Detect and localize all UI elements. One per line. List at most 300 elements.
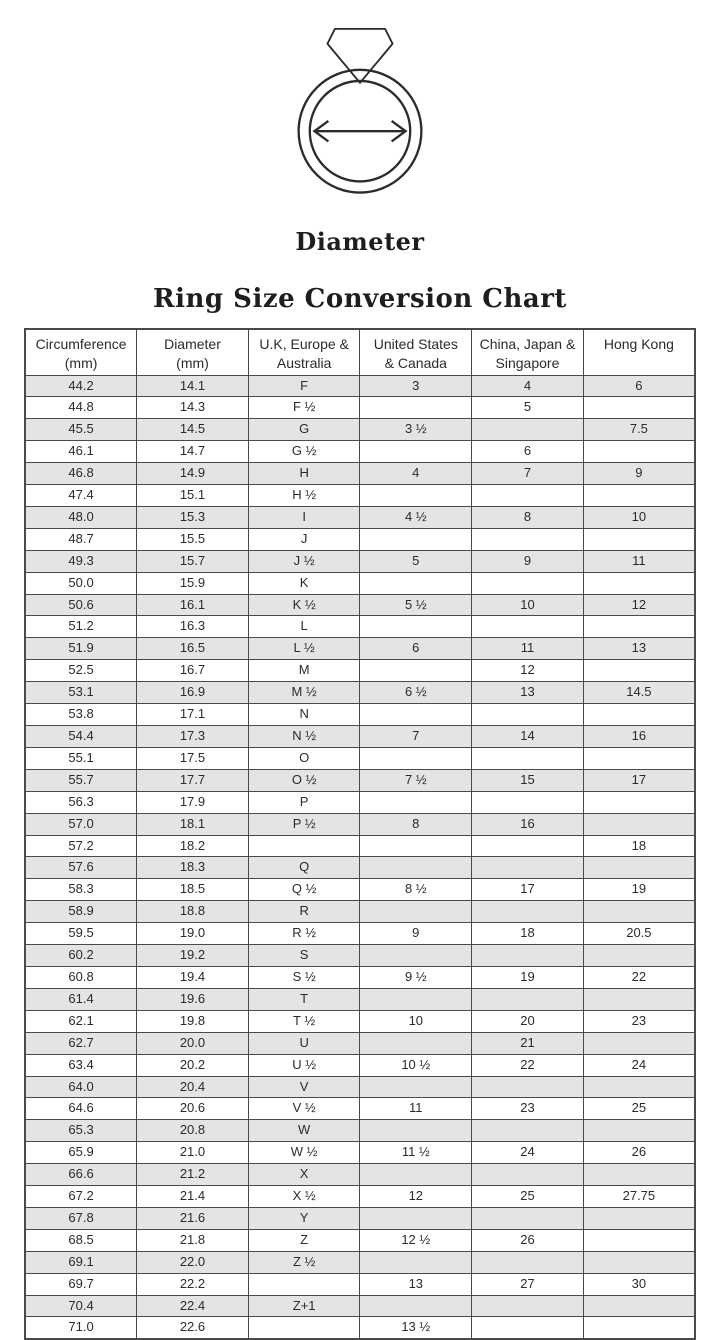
table-cell <box>583 1076 695 1098</box>
table-cell: 19 <box>472 966 584 988</box>
table-row <box>25 1054 695 1076</box>
table-cell: 46.8 <box>25 463 137 485</box>
table-cell: 21.4 <box>137 1186 249 1208</box>
table-cell <box>360 988 472 1010</box>
table-row <box>25 1229 695 1251</box>
table-cell: 63.4 <box>25 1054 137 1076</box>
table-cell: 14 <box>472 726 584 748</box>
ring-diagram <box>0 14 720 205</box>
table-cell: R ½ <box>248 923 360 945</box>
table-cell: 20 <box>472 1010 584 1032</box>
column-header-hong-kong <box>583 329 695 375</box>
table-cell <box>360 1164 472 1186</box>
table-cell: 16.1 <box>137 594 249 616</box>
column-header-diameter <box>137 329 249 375</box>
table-cell <box>472 572 584 594</box>
table-cell: 13 <box>472 682 584 704</box>
table-cell: 44.8 <box>25 397 137 419</box>
table-cell: 24 <box>583 1054 695 1076</box>
table-row <box>25 1186 695 1208</box>
table-cell: 15.1 <box>137 485 249 507</box>
table-cell <box>583 791 695 813</box>
table-cell: 50.0 <box>25 572 137 594</box>
table-cell: 23 <box>472 1098 584 1120</box>
table-cell <box>472 1251 584 1273</box>
table-cell <box>583 1207 695 1229</box>
table-row <box>25 945 695 967</box>
table-cell: V ½ <box>248 1098 360 1120</box>
table-cell: 7 <box>360 726 472 748</box>
table-cell <box>583 1032 695 1054</box>
table-cell: 51.9 <box>25 638 137 660</box>
table-cell: 18.8 <box>137 901 249 923</box>
table-cell: 6 <box>583 375 695 397</box>
table-cell: 8 <box>472 506 584 528</box>
table-cell: 22.2 <box>137 1273 249 1295</box>
table-row <box>25 572 695 594</box>
table-cell <box>248 1317 360 1339</box>
table-cell: F ½ <box>248 397 360 419</box>
table-cell: 25 <box>583 1098 695 1120</box>
table-cell: L ½ <box>248 638 360 660</box>
table-cell <box>360 835 472 857</box>
table-cell: 16 <box>472 813 584 835</box>
table-row <box>25 726 695 748</box>
table-row <box>25 638 695 660</box>
table-row <box>25 660 695 682</box>
table-cell: 14.7 <box>137 441 249 463</box>
table-cell: X <box>248 1164 360 1186</box>
table-cell: N <box>248 704 360 726</box>
table-cell <box>583 528 695 550</box>
table-cell <box>472 857 584 879</box>
table-cell: 48.0 <box>25 506 137 528</box>
table-cell: 5 <box>472 397 584 419</box>
table-cell <box>583 572 695 594</box>
table-cell: 16.7 <box>137 660 249 682</box>
table-cell: W <box>248 1120 360 1142</box>
table-cell: 21.2 <box>137 1164 249 1186</box>
table-cell: 57.0 <box>25 813 137 835</box>
table-cell: W ½ <box>248 1142 360 1164</box>
table-cell: 7 ½ <box>360 769 472 791</box>
table-row <box>25 813 695 835</box>
table-cell: 4 <box>360 463 472 485</box>
table-cell: 69.1 <box>25 1251 137 1273</box>
table-row <box>25 1032 695 1054</box>
table-cell: 14.1 <box>137 375 249 397</box>
table-cell: P <box>248 791 360 813</box>
table-cell <box>472 1295 584 1317</box>
table-row <box>25 857 695 879</box>
table-cell: 17.1 <box>137 704 249 726</box>
table-cell: R <box>248 901 360 923</box>
table-cell: 50.6 <box>25 594 137 616</box>
table-cell: 8 <box>360 813 472 835</box>
table-cell: 11 <box>472 638 584 660</box>
table-cell: 66.6 <box>25 1164 137 1186</box>
table-cell: 18 <box>583 835 695 857</box>
table-cell: 53.8 <box>25 704 137 726</box>
table-cell: 14.5 <box>583 682 695 704</box>
table-cell: 3 ½ <box>360 419 472 441</box>
table-cell: J ½ <box>248 550 360 572</box>
table-cell: 48.7 <box>25 528 137 550</box>
column-header-label: (mm) <box>176 355 209 371</box>
table-row <box>25 550 695 572</box>
table-cell: M <box>248 660 360 682</box>
table-row <box>25 1098 695 1120</box>
table-cell: 14.3 <box>137 397 249 419</box>
table-row <box>25 528 695 550</box>
table-cell <box>472 901 584 923</box>
table-cell <box>583 813 695 835</box>
table-cell: 21 <box>472 1032 584 1054</box>
column-header-label: China, Japan & <box>479 336 576 352</box>
table-cell: 58.9 <box>25 901 137 923</box>
table-row <box>25 506 695 528</box>
table-row <box>25 1317 695 1339</box>
table-cell: 20.8 <box>137 1120 249 1142</box>
table-cell: I <box>248 506 360 528</box>
column-header-label: Hong Kong <box>603 336 674 352</box>
table-cell: 26 <box>472 1229 584 1251</box>
table-cell: 15 <box>472 769 584 791</box>
table-cell <box>583 901 695 923</box>
table-cell <box>583 1164 695 1186</box>
table-cell: 5 ½ <box>360 594 472 616</box>
table-row <box>25 397 695 419</box>
table-cell <box>583 616 695 638</box>
column-header-label: United States <box>373 336 458 352</box>
table-cell: 65.3 <box>25 1120 137 1142</box>
table-cell: 64.0 <box>25 1076 137 1098</box>
table-cell: Z <box>248 1229 360 1251</box>
table-cell <box>248 1273 360 1295</box>
table-row <box>25 1207 695 1229</box>
table-cell: U ½ <box>248 1054 360 1076</box>
table-cell: 16.9 <box>137 682 249 704</box>
table-cell: 22.0 <box>137 1251 249 1273</box>
table-cell <box>472 945 584 967</box>
table-cell <box>583 704 695 726</box>
table-cell: 20.6 <box>137 1098 249 1120</box>
table-header <box>25 329 695 375</box>
table-cell: 22 <box>472 1054 584 1076</box>
table-cell: 11 <box>583 550 695 572</box>
table-cell: Y <box>248 1207 360 1229</box>
table-cell <box>360 1120 472 1142</box>
table-cell <box>360 1207 472 1229</box>
table-row <box>25 1251 695 1273</box>
table-cell: 21.0 <box>137 1142 249 1164</box>
table-cell: 10 <box>360 1010 472 1032</box>
table-cell: 16 <box>583 726 695 748</box>
table-cell: V <box>248 1076 360 1098</box>
table-cell <box>472 419 584 441</box>
table-cell <box>360 791 472 813</box>
table-cell: 62.1 <box>25 1010 137 1032</box>
table-cell: 46.1 <box>25 441 137 463</box>
table-cell: 67.8 <box>25 1207 137 1229</box>
table-cell: 5 <box>360 550 472 572</box>
table-cell: 12 ½ <box>360 1229 472 1251</box>
table-row <box>25 1164 695 1186</box>
table-cell: 3 <box>360 375 472 397</box>
table-cell: S <box>248 945 360 967</box>
table-cell: Q ½ <box>248 879 360 901</box>
table-cell: 17.7 <box>137 769 249 791</box>
table-cell: 20.5 <box>583 923 695 945</box>
table-cell: 67.2 <box>25 1186 137 1208</box>
table-cell: 6 <box>472 441 584 463</box>
table-cell: 9 <box>472 550 584 572</box>
table-cell: 15.9 <box>137 572 249 594</box>
table-cell: 19.4 <box>137 966 249 988</box>
table-row <box>25 594 695 616</box>
table-cell <box>360 485 472 507</box>
column-header-label: (mm) <box>64 355 98 371</box>
table-cell: G ½ <box>248 441 360 463</box>
table-cell: 12 <box>583 594 695 616</box>
table-cell: 17 <box>583 769 695 791</box>
table-cell: 65.9 <box>25 1142 137 1164</box>
table-row <box>25 988 695 1010</box>
column-header-uk-europe-australia <box>248 329 360 375</box>
table-cell: Z+1 <box>248 1295 360 1317</box>
table-cell: 10 <box>472 594 584 616</box>
table-cell <box>583 988 695 1010</box>
column-header-label: Circumference <box>35 336 127 352</box>
table-cell: 17.9 <box>137 791 249 813</box>
table-cell: L <box>248 616 360 638</box>
table-cell: 60.8 <box>25 966 137 988</box>
table-cell: T ½ <box>248 1010 360 1032</box>
table-cell <box>360 901 472 923</box>
table-cell: 12 <box>472 660 584 682</box>
table-cell <box>360 616 472 638</box>
table-cell: 68.5 <box>25 1229 137 1251</box>
table-cell: 57.2 <box>25 835 137 857</box>
table-row <box>25 1120 695 1142</box>
table-cell: 14.5 <box>137 419 249 441</box>
table-cell: 22.4 <box>137 1295 249 1317</box>
table-row <box>25 1142 695 1164</box>
table-cell <box>583 441 695 463</box>
table-row <box>25 769 695 791</box>
table-cell <box>472 704 584 726</box>
table-cell: 19.0 <box>137 923 249 945</box>
table-cell: 22 <box>583 966 695 988</box>
column-header-label: U.K, Europe & <box>259 336 349 352</box>
table-cell: 16.5 <box>137 638 249 660</box>
table-cell: M ½ <box>248 682 360 704</box>
table-cell: 61.4 <box>25 988 137 1010</box>
table-cell <box>583 1295 695 1317</box>
table-cell: 52.5 <box>25 660 137 682</box>
table-cell: X ½ <box>248 1186 360 1208</box>
table-cell: J <box>248 528 360 550</box>
table-cell: 19.2 <box>137 945 249 967</box>
table-cell <box>583 1120 695 1142</box>
table-cell: H <box>248 463 360 485</box>
table-cell: 19.8 <box>137 1010 249 1032</box>
table-cell: 9 <box>360 923 472 945</box>
table-cell <box>472 747 584 769</box>
table-cell: 18.2 <box>137 835 249 857</box>
table-cell <box>360 441 472 463</box>
table-cell <box>360 1251 472 1273</box>
table-cell <box>472 835 584 857</box>
table-cell: 17 <box>472 879 584 901</box>
table-cell <box>583 747 695 769</box>
table-cell: 18.1 <box>137 813 249 835</box>
table-row <box>25 791 695 813</box>
table-cell: 18.3 <box>137 857 249 879</box>
table-cell: 14.9 <box>137 463 249 485</box>
table-cell <box>583 397 695 419</box>
table-cell <box>360 660 472 682</box>
column-header-circumference <box>25 329 137 375</box>
table-cell <box>583 485 695 507</box>
table-cell <box>472 791 584 813</box>
table-cell: 9 <box>583 463 695 485</box>
table-cell: 24 <box>472 1142 584 1164</box>
table-cell <box>360 747 472 769</box>
table-cell: 13 ½ <box>360 1317 472 1339</box>
table-cell: 56.3 <box>25 791 137 813</box>
table-cell: S ½ <box>248 966 360 988</box>
table-cell <box>360 1076 472 1098</box>
table-cell: 51.2 <box>25 616 137 638</box>
table-cell <box>360 572 472 594</box>
table-cell: P ½ <box>248 813 360 835</box>
table-cell <box>472 1207 584 1229</box>
table-cell: 64.6 <box>25 1098 137 1120</box>
table-cell <box>472 485 584 507</box>
table-cell: O ½ <box>248 769 360 791</box>
table-cell: 7.5 <box>583 419 695 441</box>
table-cell <box>472 988 584 1010</box>
table-cell: Q <box>248 857 360 879</box>
table-cell: 18.5 <box>137 879 249 901</box>
table-cell: K <box>248 572 360 594</box>
table-row <box>25 704 695 726</box>
table-cell: 21.8 <box>137 1229 249 1251</box>
table-row <box>25 747 695 769</box>
diameter-label: Diameter <box>295 227 425 256</box>
table-cell: 9 ½ <box>360 966 472 988</box>
table-cell: 6 ½ <box>360 682 472 704</box>
table-cell <box>360 528 472 550</box>
table-row <box>25 923 695 945</box>
table-cell: O <box>248 747 360 769</box>
table-cell: 18 <box>472 923 584 945</box>
conversion-table-body <box>25 375 695 1339</box>
table-cell <box>360 1032 472 1054</box>
table-cell: 4 ½ <box>360 506 472 528</box>
table-cell <box>472 1076 584 1098</box>
table-cell: 21.6 <box>137 1207 249 1229</box>
column-header-us-canada <box>360 329 472 375</box>
table-cell: N ½ <box>248 726 360 748</box>
table-row <box>25 1076 695 1098</box>
table-cell: 22.6 <box>137 1317 249 1339</box>
table-cell: 20.0 <box>137 1032 249 1054</box>
ring-with-diamond-icon <box>267 14 453 200</box>
table-cell: 20.2 <box>137 1054 249 1076</box>
table-cell: 15.7 <box>137 550 249 572</box>
table-cell <box>360 857 472 879</box>
table-cell: 30 <box>583 1273 695 1295</box>
table-cell: 59.5 <box>25 923 137 945</box>
table-cell: 13 <box>360 1273 472 1295</box>
table-cell: 17.3 <box>137 726 249 748</box>
table-cell: 53.1 <box>25 682 137 704</box>
table-cell: 60.2 <box>25 945 137 967</box>
table-row <box>25 879 695 901</box>
table-row <box>25 463 695 485</box>
table-cell <box>360 945 472 967</box>
table-cell: 11 <box>360 1098 472 1120</box>
table-cell: 20.4 <box>137 1076 249 1098</box>
table-cell: 70.4 <box>25 1295 137 1317</box>
table-header-row <box>25 329 695 375</box>
table-row <box>25 966 695 988</box>
table-cell <box>583 1251 695 1273</box>
table-cell: K ½ <box>248 594 360 616</box>
table-cell: G <box>248 419 360 441</box>
table-row <box>25 616 695 638</box>
table-row <box>25 441 695 463</box>
table-cell: 16.3 <box>137 616 249 638</box>
table-cell: 8 ½ <box>360 879 472 901</box>
table-cell <box>472 1120 584 1142</box>
table-cell: 49.3 <box>25 550 137 572</box>
table-cell: 58.3 <box>25 879 137 901</box>
table-cell: 7 <box>472 463 584 485</box>
table-cell: 19 <box>583 879 695 901</box>
table-cell: 27.75 <box>583 1186 695 1208</box>
table-cell: U <box>248 1032 360 1054</box>
table-cell: 17.5 <box>137 747 249 769</box>
table-cell: 44.2 <box>25 375 137 397</box>
table-cell: 10 <box>583 506 695 528</box>
table-cell: 26 <box>583 1142 695 1164</box>
table-cell: 23 <box>583 1010 695 1032</box>
column-header-label: Diameter <box>164 336 221 352</box>
table-cell: 55.7 <box>25 769 137 791</box>
column-header-label: & Canada <box>384 355 447 371</box>
table-cell: 12 <box>360 1186 472 1208</box>
table-row <box>25 1010 695 1032</box>
table-cell: 55.1 <box>25 747 137 769</box>
table-cell: 11 ½ <box>360 1142 472 1164</box>
table-cell <box>248 835 360 857</box>
table-row <box>25 375 695 397</box>
table-cell: 19.6 <box>137 988 249 1010</box>
table-cell: 71.0 <box>25 1317 137 1339</box>
page-title: Ring Size Conversion Chart <box>153 284 567 314</box>
table-cell: 62.7 <box>25 1032 137 1054</box>
table-cell <box>583 945 695 967</box>
table-cell: 13 <box>583 638 695 660</box>
table-cell: 15.3 <box>137 506 249 528</box>
table-cell <box>583 1229 695 1251</box>
table-cell <box>472 1317 584 1339</box>
table-row <box>25 1273 695 1295</box>
table-cell: 47.4 <box>25 485 137 507</box>
